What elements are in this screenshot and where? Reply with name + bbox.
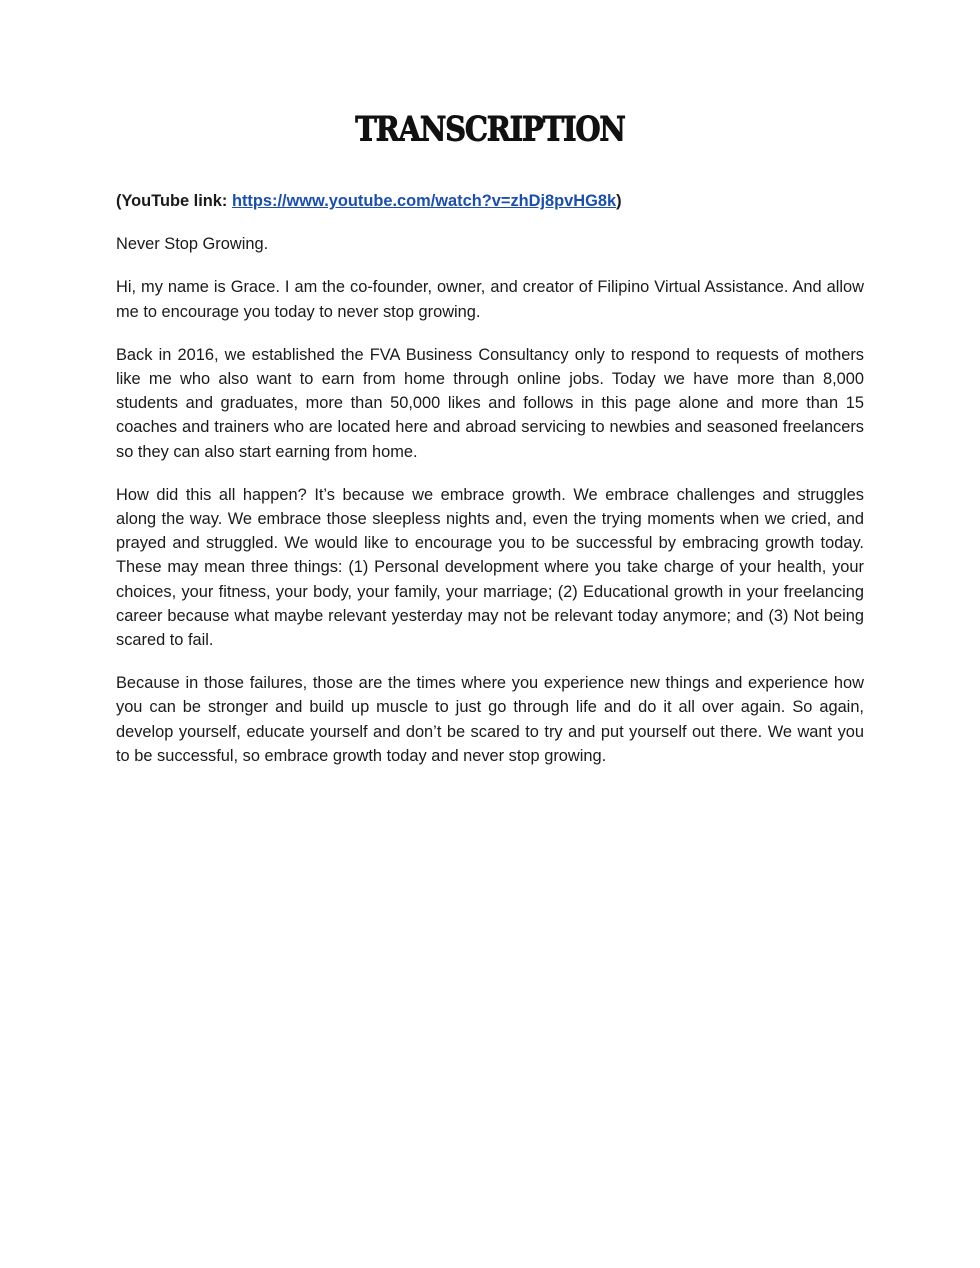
history-paragraph: Back in 2016, we established the FVA Business Consultancy only to respond to requests of mothers like me who also want to earn from home through online jobs. Today we have more than 8,000 students and graduates, more than 50,000 likes and follows in this page alone and more than 15 coaches and trainers who are located here and abroad servicing to newbies and seasoned freelancers so they can also start earning from home. (116, 345, 864, 461)
youtube-link-label: (YouTube link: (116, 192, 232, 210)
closing-paragraph: Because in those failures, those are the times where you experience new things and experience how you can be stronger and build up muscle to just go through life and do it all over again. So again, develop yourself, educate yourself and don’t be scared to try and put yourself out there. We want you to be successful, so embrace growth today and never stop growing. (116, 674, 864, 765)
youtube-link-line (116, 189, 864, 213)
document-body (116, 189, 864, 787)
page-title: TRANSCRIPTION (355, 109, 625, 149)
intro-paragraph: Hi, my name is Grace. I am the co-founder, owner, and creator of Filipino Virtual Assistance. And allow me to encourage you today to never stop growing. (116, 278, 864, 321)
subtitle-paragraph: Never Stop Growing. (116, 235, 269, 254)
youtube-link-close: ) (616, 192, 622, 210)
growth-paragraph: How did this all happen? It’s because we embrace growth. We embrace challenges and struggles along the way. We embrace those sleepless nights and, even the trying moments when we cried, and prayed and struggled. We would like to encourage you to be successful by embracing growth today. These may mean three things: (1) Personal development where you take charge of your health, your choices, your fitness, your body, your family, your marriage; (2) Educational growth in your freelancing career because what maybe relevant yesterday may not be relevant today anymore; and (3) Not being scared to fail. (116, 485, 864, 650)
youtube-link[interactable]: https://www.youtube.com/watch?v=zhDj8pvHG8k (231, 192, 617, 210)
